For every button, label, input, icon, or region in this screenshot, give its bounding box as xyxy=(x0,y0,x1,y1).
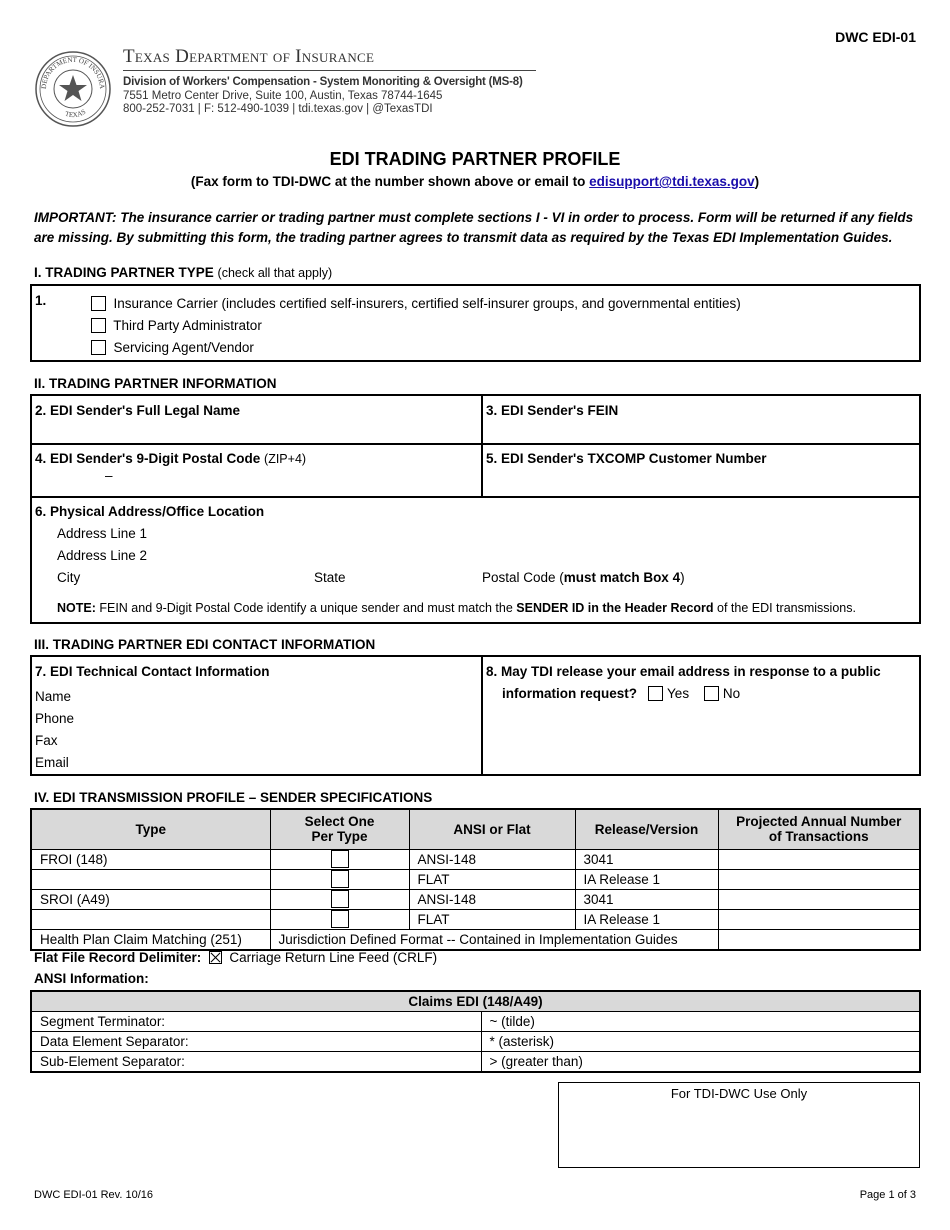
partner-type-option: Third Party Administrator xyxy=(91,315,741,337)
agency-address: 7551 Metro Center Drive, Suite 100, Austin, Texas 78744-1645 xyxy=(123,90,443,102)
footer-page-number: Page 1 of 3 xyxy=(859,1189,916,1201)
box-7-label: 7. EDI Technical Contact Information xyxy=(35,664,270,679)
sroi-flat-projected-input[interactable] xyxy=(718,909,920,929)
ansi-table xyxy=(30,990,921,1073)
hpcm-projected-input[interactable] xyxy=(718,929,920,950)
table-header-row xyxy=(31,809,920,849)
box-6-label: 6. Physical Address/Office Location xyxy=(35,504,265,519)
contact-name-label: Name xyxy=(35,689,72,704)
table-row: Data Element Separator: * (asterisk) xyxy=(31,1032,920,1052)
form-id: DWC EDI-01 xyxy=(835,29,916,45)
important-notice: IMPORTANT: The insurance carrier or trading partner must complete sections I - VI in order to process. Form will be returned if any fields are missing. By submitting this form, the trading partner agrees to transmit data as required by the Texas EDI Implementation Guides. xyxy=(34,210,914,245)
box-5-label: 5. EDI Sender's TXCOMP Customer Number xyxy=(486,451,767,466)
header-rule xyxy=(123,70,536,71)
table-row: Sub-Element Separator: > (greater than) xyxy=(31,1052,920,1073)
email-link[interactable]: edisupport@tdi.texas.gov xyxy=(589,174,755,189)
flat-file-delimiter: Flat File Record Delimiter: Carriage Return Line Feed (CRLF) xyxy=(34,950,438,965)
box-2-label: 2. EDI Sender's Full Legal Name xyxy=(35,403,241,418)
division-name: Division of Workers' Compensation - System Monoriting & Oversight (MS-8) xyxy=(123,76,523,88)
postal-code-label: Postal Code (must match Box 4) xyxy=(482,570,685,585)
col-header-format: ANSI or Flat xyxy=(409,809,575,849)
table-row: SROI (A49) ANSI-148 3041 xyxy=(31,889,920,909)
froi-ansi-projected-input[interactable] xyxy=(718,849,920,869)
tpa-checkbox[interactable] xyxy=(91,318,106,333)
box-3-label: 3. EDI Sender's FEIN xyxy=(486,403,619,418)
seal-top-text: DEPARTMENT OF INSURA xyxy=(39,55,107,90)
release-email-yes-checkbox[interactable] xyxy=(648,686,663,701)
release-email-no-checkbox[interactable] xyxy=(704,686,719,701)
partner-type-list xyxy=(91,293,741,359)
contact-fields xyxy=(35,686,74,774)
contact-phone-label: Phone xyxy=(35,711,75,726)
box-8-question: 8. May TDI release your email address in response to a public xyxy=(486,664,881,679)
box-1-number: 1. xyxy=(35,293,47,308)
table-row: Segment Terminator: ~ (tilde) xyxy=(31,1012,920,1032)
contact-fax-label: Fax xyxy=(35,733,58,748)
section-1-box xyxy=(30,284,921,362)
seal-bottom-text: TEXAS xyxy=(64,107,88,120)
froi-ansi-checkbox[interactable] xyxy=(331,850,349,868)
svg-text:TEXAS xyxy=(64,108,87,119)
contact-email-label: Email xyxy=(35,755,69,770)
froi-flat-projected-input[interactable] xyxy=(718,869,920,889)
office-use-label: For TDI-DWC Use Only xyxy=(670,1086,808,1101)
agency-contact: 800-252-7031 | F: 512-490-1039 | tdi.texas.gov | @TexasTDI xyxy=(123,103,433,115)
box-8-answer: information request? Yes No xyxy=(502,686,741,701)
sroi-ansi-checkbox[interactable] xyxy=(331,890,349,908)
address-line-2-label: Address Line 2 xyxy=(57,548,148,563)
section-3-box xyxy=(30,655,921,776)
table-row: Health Plan Claim Matching (251) Jurisdiction Defined Format -- Contained in Implementation Guides xyxy=(31,929,920,950)
ansi-information-label: ANSI Information: xyxy=(34,971,149,986)
table-row: FLAT IA Release 1 xyxy=(31,869,920,889)
sroi-flat-checkbox[interactable] xyxy=(331,910,349,928)
col-header-projected: Projected Annual Number of Transactions xyxy=(718,809,920,849)
section-3-title: III. TRADING PARTNER EDI CONTACT INFORMATION xyxy=(34,637,376,652)
office-use-box xyxy=(558,1082,920,1168)
col-header-release: Release/Version xyxy=(575,809,718,849)
froi-flat-checkbox[interactable] xyxy=(331,870,349,888)
section-1-title: I. TRADING PARTNER TYPE (check all that apply) xyxy=(34,265,333,280)
transmission-profile-table xyxy=(30,808,921,951)
address-line-1-label: Address Line 1 xyxy=(57,526,148,541)
table-row: FLAT IA Release 1 xyxy=(31,909,920,929)
partner-type-option: Insurance Carrier (includes certified self-insurers, certified self-insurer groups, and governmental entities) xyxy=(91,293,741,315)
col-header-type: Type xyxy=(31,809,270,849)
col-header-select: Select One Per Type xyxy=(270,809,409,849)
insurance-carrier-checkbox[interactable] xyxy=(91,296,106,311)
zip-dash: – xyxy=(105,468,113,483)
section-2-title: II. TRADING PARTNER INFORMATION xyxy=(34,376,277,391)
page-title: EDI TRADING PARTNER PROFILE xyxy=(329,149,621,169)
tdi-seal-logo xyxy=(34,50,112,128)
sender-id-note: NOTE: FEIN and 9-Digit Postal Code identify a unique sender and must match the SENDER ID in the Header Record of the EDI transmissions. xyxy=(57,601,856,615)
partner-type-option: Servicing Agent/Vendor xyxy=(91,337,741,359)
footer-revision: DWC EDI-01 Rev. 10/16 xyxy=(34,1189,154,1201)
agency-name: Texas Department of Insurance xyxy=(123,46,375,67)
state-label: State xyxy=(314,570,346,585)
section-4-title: IV. EDI TRANSMISSION PROFILE – SENDER SPECIFICATIONS xyxy=(34,790,433,805)
section-2-box xyxy=(30,394,921,624)
city-label: City xyxy=(57,570,81,585)
ansi-table-header: Claims EDI (148/A49) xyxy=(31,991,920,1012)
servicing-agent-checkbox[interactable] xyxy=(91,340,106,355)
crlf-checked-checkbox[interactable] xyxy=(209,951,222,964)
table-row: FROI (148) ANSI-148 3041 xyxy=(31,849,920,869)
box-4-label: 4. EDI Sender's 9-Digit Postal Code (ZIP+4) xyxy=(35,451,307,466)
sroi-ansi-projected-input[interactable] xyxy=(718,889,920,909)
title-subtitle: (Fax form to TDI-DWC at the number shown above or email to edisupport@tdi.texas.gov) xyxy=(190,174,760,189)
